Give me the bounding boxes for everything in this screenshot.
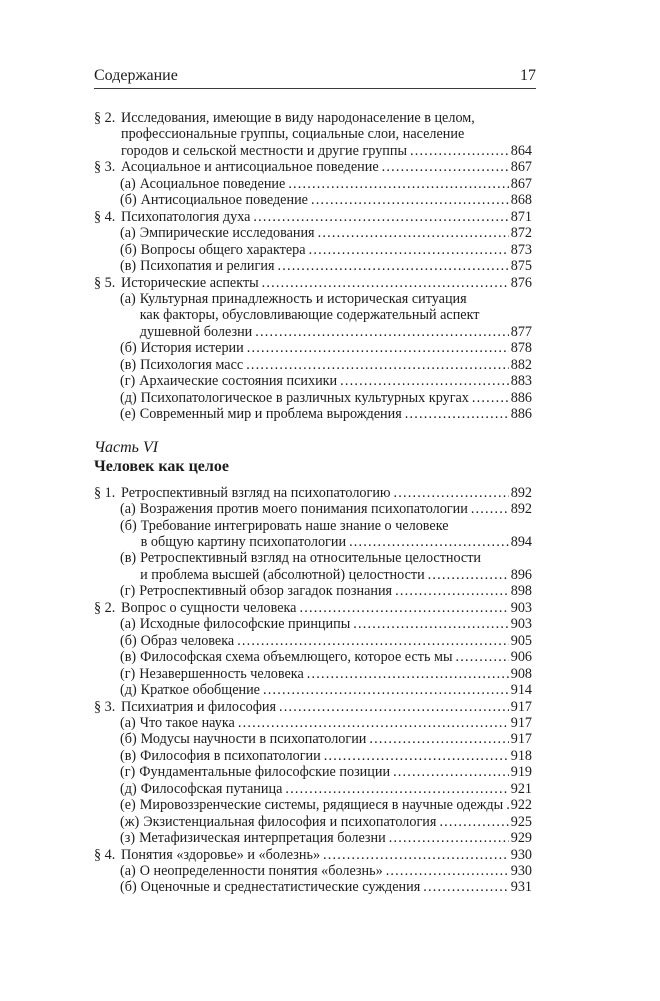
toc-subentry[interactable] [94, 682, 532, 698]
dot-leader [349, 534, 509, 550]
entry-page-number: 875 [510, 258, 532, 275]
entry-page-number: 906 [510, 649, 532, 666]
dot-leader [307, 666, 509, 682]
subentry-letter: (а) [120, 714, 136, 731]
entry-page-number: 914 [510, 682, 532, 699]
entry-page-number: 903 [510, 599, 532, 616]
toc-section-part-v-continued [94, 110, 532, 423]
entry-title-line: Метафизическая интерпретация болезни [139, 830, 386, 847]
entry-title-line: Ретроспективный обзор загадок познания [139, 583, 393, 600]
toc-subentry[interactable] [94, 518, 532, 551]
dot-leader [340, 373, 509, 389]
dot-leader [309, 242, 509, 258]
toc-subentry[interactable] [94, 666, 532, 682]
dot-leader [471, 501, 509, 517]
entry-page-number: 930 [510, 846, 532, 863]
entry-title-line: Архаические состояния психики [139, 373, 338, 390]
toc-subentry[interactable] [94, 764, 532, 780]
entry-title-line: Требование интегрировать наше знание о человеке [140, 517, 449, 534]
entry-title-line: в общую картину психопатологии [140, 533, 347, 550]
toc-subentry[interactable] [94, 501, 532, 517]
subentry-letter: (а) [120, 863, 136, 880]
toc-subentry[interactable] [94, 781, 532, 797]
subentry-letter: (б) [120, 731, 137, 748]
toc-subentry[interactable] [94, 583, 532, 599]
entry-title-line: Образ человека [140, 632, 235, 649]
toc-subentry[interactable] [94, 616, 532, 632]
dot-leader [395, 583, 509, 599]
entry-page-number: 898 [510, 583, 532, 600]
entry-page-number: 882 [510, 356, 532, 373]
part-title: Человек как целое [94, 457, 229, 475]
dot-leader [405, 406, 509, 422]
dot-leader [428, 567, 509, 583]
entry-page-number: 877 [510, 323, 532, 340]
entry-page-number: 919 [510, 764, 532, 781]
toc-entry[interactable] [94, 600, 532, 616]
entry-title-line: Что такое наука [139, 714, 235, 731]
subentry-letter: (д) [120, 682, 137, 699]
toc-entry[interactable] [94, 209, 532, 225]
dot-leader [324, 748, 509, 764]
subentry-letter: (г) [120, 764, 136, 781]
dot-leader [323, 847, 509, 863]
dot-leader [394, 485, 509, 501]
subentry-letter: (ж) [120, 813, 140, 830]
entry-page-number: 917 [510, 731, 532, 748]
entry-page-number: 867 [510, 175, 532, 192]
entry-title-line: Ретроспективный взгляд на психопатологию [121, 484, 391, 501]
entry-title-line: Мировоззренческие системы, рядящиеся в научные одежды [139, 797, 504, 814]
entry-title-line: Эмпирические исследования [139, 225, 315, 242]
entry-title-line: Асоциальное и антисоциальное поведение [121, 159, 379, 176]
dot-leader [382, 159, 509, 175]
section-number: § 2. [94, 110, 116, 126]
dot-leader [369, 731, 508, 747]
toc-subentry[interactable] [94, 192, 532, 208]
dot-leader [279, 699, 509, 715]
entry-page-number: 896 [510, 566, 532, 583]
toc-subentry[interactable] [94, 649, 532, 665]
toc-subentry[interactable] [94, 291, 532, 340]
toc-entry[interactable] [94, 847, 532, 863]
dot-leader [472, 390, 509, 406]
subentry-letter: (д) [120, 780, 137, 797]
subentry-letter: (в) [120, 258, 137, 275]
section-number: § 5. [94, 274, 116, 291]
entry-page-number: 894 [510, 533, 532, 550]
entry-title-line: Психиатрия и философия [121, 698, 277, 715]
subentry-letter: (б) [120, 879, 137, 896]
entry-title-line: Психопатология духа [121, 208, 251, 225]
toc-subentry[interactable] [94, 748, 532, 764]
toc-subentry[interactable] [94, 373, 532, 389]
entry-title-line: Исследования, имеющие в виду народонаселение в целом, [121, 110, 475, 126]
toc-subentry[interactable] [94, 879, 532, 895]
dot-leader [423, 879, 508, 895]
section-number: § 3. [94, 159, 116, 176]
entry-page-number: 883 [510, 373, 532, 390]
subentry-letter: (б) [120, 241, 137, 258]
entry-title-line: душевной болезни [139, 323, 253, 340]
entry-page-number: 872 [510, 225, 532, 242]
subentry-letter: (а) [120, 616, 136, 633]
subentry-letter: (е) [120, 797, 136, 814]
toc-subentry[interactable] [94, 633, 532, 649]
entry-title-line: Понятия «здоровье» и «болезнь» [121, 846, 321, 863]
dot-leader [393, 764, 509, 780]
toc-subentry[interactable] [94, 550, 532, 583]
entry-title-line: Антисоциальное поведение [140, 192, 308, 209]
dot-leader [255, 324, 508, 340]
entry-page-number: 918 [510, 747, 532, 764]
entry-page-number: 925 [510, 813, 532, 830]
toc-entry[interactable] [94, 275, 532, 291]
dot-leader [247, 340, 509, 356]
entry-title-line: Модусы научности в психопатологии [140, 731, 367, 748]
subentry-letter: (а) [120, 175, 136, 192]
entry-page-number: 931 [510, 879, 532, 896]
entry-title-line: Ретроспективный взгляд на относительные целостности [140, 550, 482, 567]
dot-leader [246, 357, 509, 373]
entry-page-number: 921 [510, 780, 532, 797]
toc-entry[interactable] [94, 110, 532, 159]
subentry-letter: (д) [120, 389, 137, 406]
dot-leader [288, 176, 508, 192]
subentry-letter: (в) [120, 649, 137, 666]
dot-leader [299, 600, 508, 616]
dot-leader [285, 781, 508, 797]
toc-subentry[interactable] [94, 357, 532, 373]
entry-page-number: 903 [510, 616, 532, 633]
subentry-letter: (в) [120, 550, 137, 567]
toc-page [94, 66, 536, 896]
entry-title-line: Философская схема объемлющего, которое есть мы [140, 649, 453, 666]
entry-page-number: 878 [510, 340, 532, 357]
dot-leader [506, 797, 509, 813]
entry-page-number: 873 [510, 241, 532, 258]
entry-page-number: 868 [510, 192, 532, 209]
entry-title-line: профессиональные группы, социальные слои, население [121, 126, 465, 143]
subentry-letter: (б) [120, 517, 137, 534]
toc-subentry[interactable] [94, 406, 532, 422]
entry-title-line: О неопределенности понятия «болезнь» [139, 863, 383, 880]
entry-title-line: Психология масс [140, 356, 244, 373]
subentry-letter: (б) [120, 340, 137, 357]
dot-leader [311, 192, 509, 208]
dot-leader [455, 649, 508, 665]
entry-title-line: Возражения против моего понимания психопатологии [139, 501, 468, 518]
entry-title-line: Фундаментальные философские позиции [139, 764, 391, 781]
subentry-letter: (г) [120, 665, 136, 682]
entry-page-number: 892 [510, 501, 532, 518]
subentry-letter: (а) [120, 225, 136, 242]
dot-leader [439, 814, 508, 830]
entry-title-line: Вопросы общего характера [140, 241, 306, 258]
entry-title-line: Философия в психопатологии [140, 747, 321, 764]
part-label: Часть VI [94, 438, 159, 456]
entry-title-line: и проблема высшей (абсолютной) целостности [140, 566, 425, 583]
entry-title-line: Философская путаница [140, 780, 283, 797]
section-number: § 4. [94, 846, 116, 863]
toc-subentry[interactable] [94, 340, 532, 356]
subentry-letter: (а) [120, 290, 136, 307]
toc-subentry[interactable] [94, 715, 532, 731]
entry-title-line: как факторы, обусловливающие содержательный аспект [139, 307, 480, 324]
subentry-letter: (в) [120, 356, 137, 373]
entry-title-line: Краткое обобщение [140, 682, 260, 699]
subentry-letter: (в) [120, 747, 137, 764]
dot-leader [253, 209, 508, 225]
entry-title-line: Незавершенность человека [139, 665, 304, 682]
entry-title-line: История истерии [140, 340, 244, 357]
entry-title-line: Оценочные и среднестатистические суждения [140, 879, 421, 896]
dot-leader [389, 830, 509, 846]
entry-title-line: Исходные философские принципы [139, 616, 351, 633]
toc-entry[interactable] [94, 159, 532, 175]
entry-page-number: 864 [510, 142, 532, 159]
subentry-letter: (а) [120, 501, 136, 518]
subentry-letter: (г) [120, 373, 136, 390]
entry-page-number: 876 [510, 274, 532, 291]
toc-subentry[interactable] [94, 830, 532, 846]
toc-subentry[interactable] [94, 225, 532, 241]
dot-leader [353, 616, 508, 632]
dot-leader [238, 715, 509, 731]
entry-page-number: 929 [510, 830, 532, 847]
entry-page-number: 917 [510, 698, 532, 715]
running-header [94, 66, 536, 89]
toc-entry[interactable] [94, 485, 532, 501]
entry-title-line: Культурная принадлежность и историческая ситуация [139, 290, 467, 307]
toc-subentry[interactable] [94, 258, 532, 274]
entry-page-number: 930 [510, 863, 532, 880]
toc-subentry[interactable] [94, 863, 532, 879]
toc-subentry[interactable] [94, 731, 532, 747]
section-number: § 4. [94, 208, 116, 225]
dot-leader [262, 275, 509, 291]
entry-title-line: Психопатологическое в различных культурных кругах [140, 389, 469, 406]
running-header-title: Содержание [94, 67, 178, 84]
entry-title-line: Асоциальное поведение [139, 175, 286, 192]
entry-page-number: 886 [510, 389, 532, 406]
subentry-letter: (б) [120, 632, 137, 649]
entry-page-number: 905 [510, 632, 532, 649]
subentry-letter: (г) [120, 583, 136, 600]
subentry-letter: (з) [120, 830, 136, 847]
dot-leader [410, 143, 509, 159]
entry-title-line: Психопатия и религия [140, 258, 275, 275]
dot-leader [237, 633, 509, 649]
dot-leader [263, 682, 509, 698]
section-number: § 2. [94, 599, 116, 616]
toc-subentry[interactable] [94, 390, 532, 406]
entry-page-number: 886 [510, 406, 532, 423]
subentry-letter: (б) [120, 192, 137, 209]
entry-title-line: Исторические аспекты [121, 274, 259, 291]
toc-subentry[interactable] [94, 797, 532, 813]
dot-leader [277, 258, 508, 274]
subentry-letter: (е) [120, 406, 136, 423]
dot-leader [386, 863, 509, 879]
entry-title-line: городов и сельской местности и другие группы [121, 142, 408, 159]
toc-entry[interactable] [94, 699, 532, 715]
entry-page-number: 917 [510, 714, 532, 731]
toc-subentry[interactable] [94, 814, 532, 830]
entry-page-number: 892 [510, 484, 532, 501]
entry-page-number: 867 [510, 159, 532, 176]
section-number: § 1. [94, 484, 116, 501]
entry-page-number: 871 [510, 208, 532, 225]
page-number: 17 [520, 67, 536, 84]
entry-title-line: Современный мир и проблема вырождения [139, 406, 402, 423]
entry-page-number: 922 [510, 797, 532, 814]
entry-title-line: Экзистенциальная философия и психопатология [143, 813, 437, 830]
entry-title-line: Вопрос о сущности человека [121, 599, 297, 616]
toc-section-part-vi [94, 485, 532, 896]
toc-subentry[interactable] [94, 176, 532, 192]
entry-page-number: 908 [510, 665, 532, 682]
dot-leader [318, 225, 509, 241]
section-number: § 3. [94, 698, 116, 715]
toc-subentry[interactable] [94, 242, 532, 258]
